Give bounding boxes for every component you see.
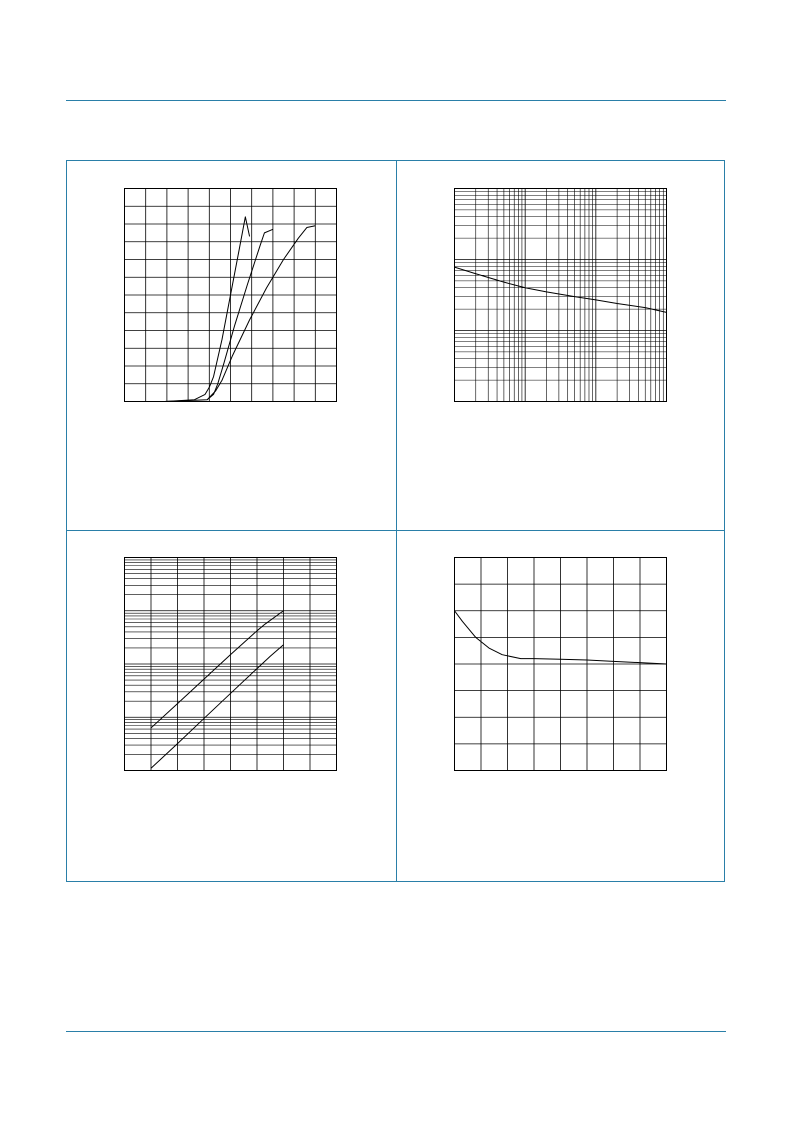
footer-rule: [66, 1031, 726, 1032]
series-line-2: [165, 229, 273, 401]
chart-1: [124, 188, 337, 402]
horizontal-divider: [67, 530, 724, 531]
chart-4: [454, 557, 667, 771]
header-rule: [66, 100, 726, 101]
chart-3: [124, 557, 337, 771]
series-line-2: [151, 645, 284, 769]
series-line-1: [455, 267, 667, 312]
plot-frame: [455, 189, 667, 402]
series-line-1: [165, 217, 250, 402]
figure-grid: [66, 160, 725, 882]
chart-2: [454, 188, 667, 402]
vertical-divider: [396, 161, 397, 881]
